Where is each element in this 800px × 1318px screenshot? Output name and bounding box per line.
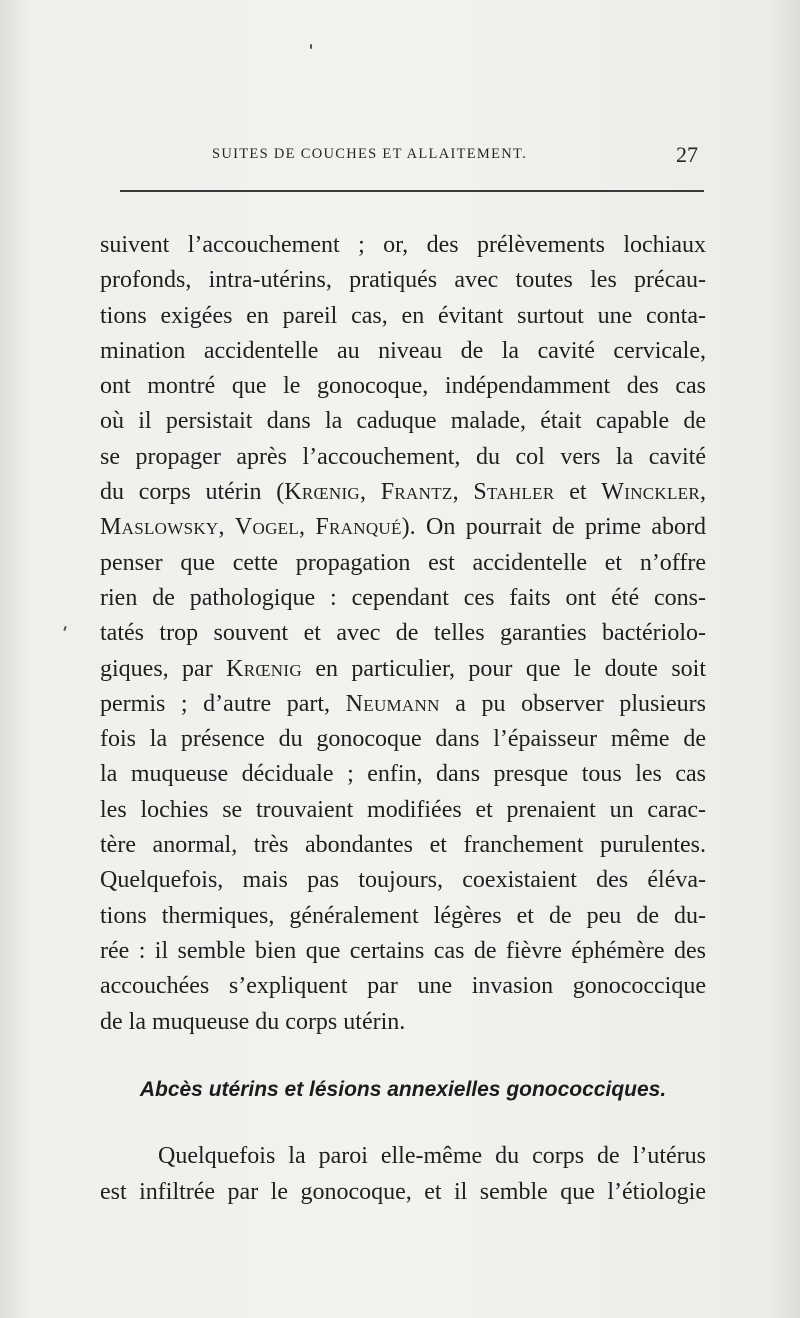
author-name: Winckler	[601, 479, 700, 506]
text-line: Quelquefois la paroi elle-même du corps de l’utérus	[158, 1143, 706, 1169]
text-line	[100, 652, 706, 687]
paragraph-2	[100, 1138, 706, 1210]
text-line: de la muqueuse du corps utérin.	[100, 1008, 406, 1035]
text-fragment: ). On pourrait de prime abord	[401, 514, 707, 541]
text-fragment: a pu observer plusieurs	[439, 690, 706, 717]
header-rule	[120, 190, 704, 192]
text-line: tatés trop souvent et avec de telles garanties bactériolo-	[100, 620, 706, 647]
print-speck	[310, 44, 312, 49]
page-number: 27	[676, 142, 698, 167]
paragraph-1	[100, 228, 706, 1040]
text-line: tions exigées en pareil cas, en évitant surtout une conta-	[100, 302, 706, 329]
author-name: Maslowsky	[100, 514, 219, 541]
text-fragment: giques, par	[100, 655, 227, 682]
text-line	[100, 510, 706, 545]
text-line: profonds, intra-utérins, pratiqués avec toutes les précau-	[100, 267, 706, 294]
section-heading: Abcès utérins et lésions annexielles gonococciques.	[139, 1078, 667, 1101]
text-line	[100, 687, 706, 722]
text-fragment: ,	[360, 479, 381, 506]
text-fragment: ,	[218, 514, 235, 541]
author-name: Vogel	[234, 514, 300, 541]
text-fragment: en particulier, pour que le doute soit	[301, 655, 706, 682]
text-line: tions thermiques, généralement légères et de peu de du-	[100, 902, 706, 929]
text-fragment: et	[554, 479, 602, 506]
page-header	[120, 142, 704, 172]
text-line: les lochies se trouvaient modifiées et prenaient un carac-	[100, 796, 706, 823]
text-line: tère anormal, très abondantes et franchement purulentes.	[100, 832, 706, 859]
text-fragment: du corps utérin (	[100, 479, 285, 506]
text-line: où il persistait dans la caduque malade, était capable de	[100, 408, 706, 435]
author-name: Krœnig	[284, 479, 361, 506]
text-fragment: permis ; d’autre part,	[100, 690, 346, 717]
text-line: penser que cette propagation est accidentelle et n’offre	[100, 549, 706, 576]
text-line: rien de pathologique : cependant ces faits ont été cons-	[100, 584, 706, 611]
author-name: Frantz	[380, 479, 453, 506]
text-line: est infiltrée par le gonocoque, et il semble que l’étiologie	[100, 1179, 706, 1205]
text-line: suivent l’accouchement ; or, des prélèvements lochiaux	[100, 232, 706, 258]
author-name: Stahler	[473, 479, 555, 506]
print-speck	[63, 626, 67, 631]
text-line	[100, 475, 706, 510]
running-head: SUITES DE COUCHES ET ALLAITEMENT.	[212, 146, 528, 162]
text-fragment: ,	[452, 479, 474, 506]
text-line: se propager après l’accouchement, du col vers la cavité	[100, 443, 706, 470]
text-fragment: ,	[299, 514, 316, 541]
text-line: mination accidentelle au niveau de la cavité cervicale,	[100, 337, 706, 364]
text-fragment: ,	[700, 479, 706, 506]
text-line: ont montré que le gonocoque, indépendamment des cas	[100, 373, 706, 400]
author-name: Franqué	[315, 514, 402, 541]
text-line: accouchées s’expliquent par une invasion gonococcique	[100, 973, 706, 1000]
author-name: Neumann	[345, 690, 440, 717]
text-line: la muqueuse déciduale ; enfin, dans presque tous les cas	[100, 761, 706, 788]
text-line: fois la présence du gonocoque dans l’épaisseur même de	[100, 726, 706, 753]
text-line: Quelquefois, mais pas toujours, coexistaient des éléva-	[100, 867, 706, 894]
text-line: rée : il semble bien que certains cas de fièvre éphémère des	[100, 937, 706, 964]
author-name: Krœnig	[226, 655, 302, 682]
